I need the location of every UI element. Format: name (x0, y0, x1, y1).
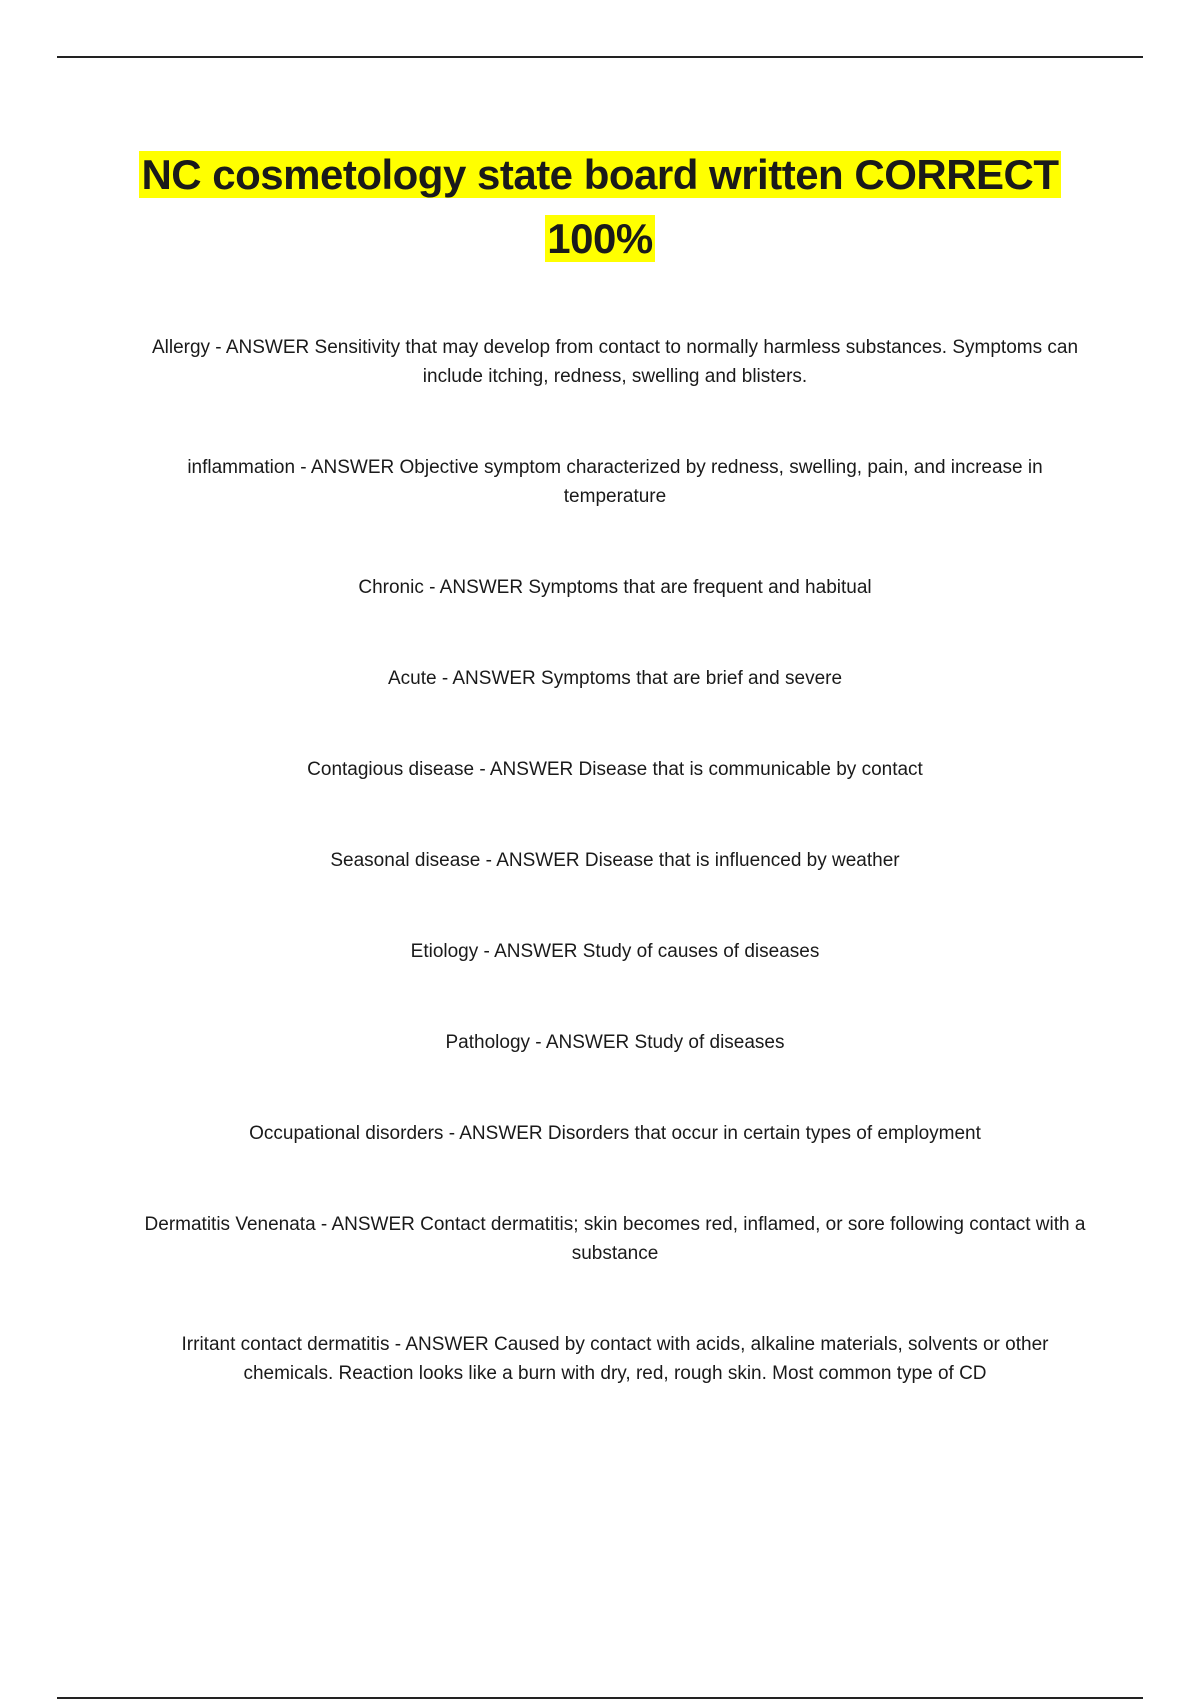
entry-list (135, 333, 1095, 1450)
title-highlight: NC cosmetology state board written CORRECT 100% (141, 151, 1059, 262)
document-title (100, 143, 1100, 271)
entry-irritant-contact-dermatitis: Irritant contact dermatitis - ANSWER Caused by contact with acids, alkaline materials, solvents or other chemicals. Reaction looks like a burn with dry, red, rough skin. Most common type of CD (181, 1334, 1049, 1384)
header-rule (57, 56, 1143, 58)
entry-etiology: Etiology - ANSWER Study of causes of diseases (410, 941, 820, 962)
entry-pathology: Pathology - ANSWER Study of diseases (445, 1032, 785, 1053)
entry-dermatitis-venenata: Dermatitis Venenata - ANSWER Contact dermatitis; skin becomes red, inflamed, or sore following contact with a substance (144, 1214, 1086, 1264)
entry-seasonal-disease: Seasonal disease - ANSWER Disease that is influenced by weather (330, 850, 900, 871)
entry-occupational-disorders: Occupational disorders - ANSWER Disorders that occur in certain types of employment (249, 1123, 981, 1144)
entry-chronic: Chronic - ANSWER Symptoms that are frequent and habitual (358, 577, 872, 598)
entry-contagious-disease: Contagious disease - ANSWER Disease that is communicable by contact (307, 759, 923, 780)
entry-inflammation: inflammation - ANSWER Objective symptom characterized by redness, swelling, pain, and increase in temperature (187, 457, 1043, 507)
entry-allergy: Allergy - ANSWER Sensitivity that may develop from contact to normally harmless substances. Symptoms can include itching, redness, swelling and blisters. (151, 337, 1079, 387)
entry-acute: Acute - ANSWER Symptoms that are brief and severe (387, 668, 843, 689)
footer-rule (57, 1697, 1143, 1699)
